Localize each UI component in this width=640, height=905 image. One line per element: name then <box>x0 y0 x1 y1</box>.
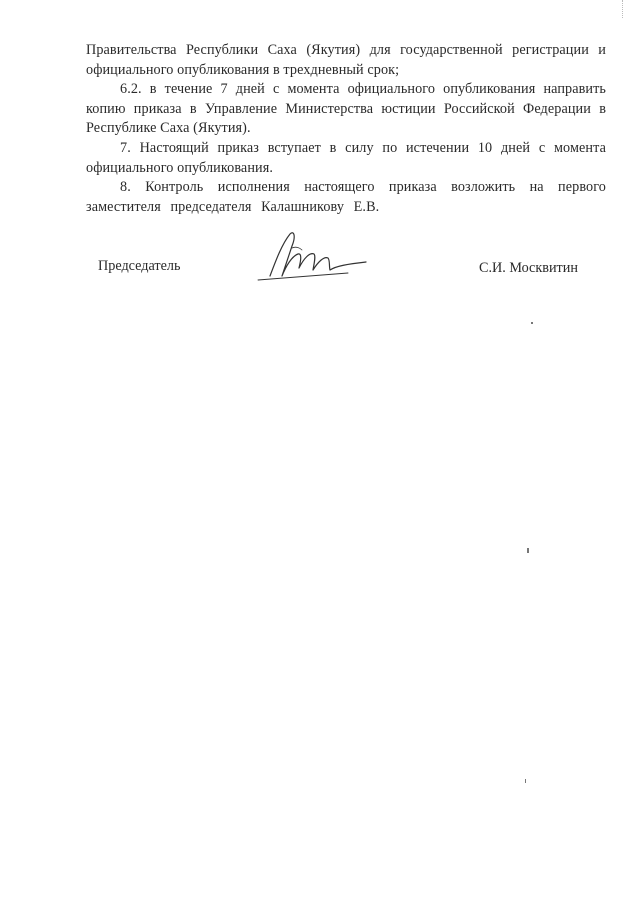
paragraph-item-7: 7. Настоящий приказ вступает в силу по истечении 10 дней с момента официального опубликования. <box>86 139 606 176</box>
page-edge-mark <box>622 0 624 18</box>
document-body <box>86 41 606 217</box>
paragraph-continuation: Правительства Республики Саха (Якутия) для государственной регистрации и официального опубликования в трехдневный срок; <box>86 42 606 78</box>
signatory-name: С.И. Москвитин <box>479 260 578 276</box>
scan-speck <box>531 322 533 324</box>
handwritten-signature <box>252 226 382 286</box>
paragraph-item-6-2: 6.2. в течение 7 дней с момента официального опубликования направить копию приказа в Управление Министерства юстиции Российской Федерации в Республике Саха (Якутия). <box>86 81 606 137</box>
scan-speck <box>527 548 529 553</box>
signature-block <box>0 254 640 294</box>
signatory-title: Председатель <box>98 258 181 274</box>
paragraph-item-8: 8. Контроль исполнения настоящего приказа возложить на первого заместителя председателя Калашникову Е.В. <box>86 179 606 215</box>
scan-speck <box>525 779 526 783</box>
